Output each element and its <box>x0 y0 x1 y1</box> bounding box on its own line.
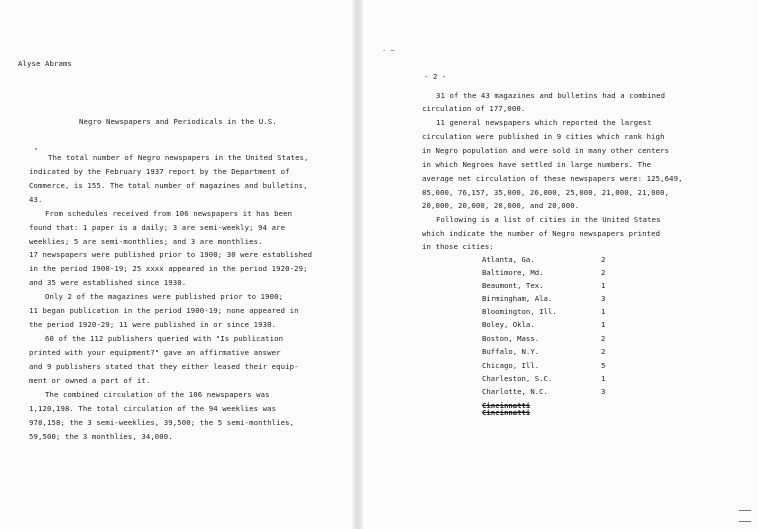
body-line: Following is a list of cities in the United States <box>436 215 661 224</box>
city-name: Buffalo, N.Y. <box>482 347 540 356</box>
city-count: 2 <box>601 347 606 356</box>
city-count: 2 <box>601 255 606 264</box>
body-line: 20,000, 20,000, 20,000, and 20,000. <box>422 201 580 210</box>
body-line: in which Negroes have settled in large numbers. The <box>422 160 652 169</box>
body-line: 11 general newspapers which reported the largest <box>436 118 652 127</box>
pencil-mark: - ~ <box>382 47 395 55</box>
handwritten-mark: " <box>34 147 39 155</box>
city-name: Chicago, Ill. <box>482 361 540 370</box>
city-count: 3 <box>601 387 606 396</box>
body-line: which indicate the number of Negro newspapers printed <box>422 229 661 238</box>
body-line: Only 2 of the magazines were published prior to 1900; <box>45 292 284 301</box>
city-count: 1 <box>601 374 606 383</box>
body-line: 60 of the 112 publishers queried with "Is publication <box>45 334 284 343</box>
body-line: the period 1920-29; 11 were published in or since 1930. <box>29 320 277 329</box>
right-page <box>363 0 759 529</box>
body-line: From schedules received from 106 newspapers it has been <box>45 209 293 218</box>
document-title: Negro Newspapers and Periodicals in the U.S. <box>79 117 277 126</box>
body-line: and 9 publishers stated that they either leased their equip- <box>29 362 299 371</box>
body-line: in the period 1900-19; 25 xxxx appeared in the period 1920-29; <box>29 264 308 273</box>
body-line: in those cities: <box>422 242 494 251</box>
body-line: circulation were published in 9 cities which rank high <box>422 132 665 141</box>
body-line: circulation of 177,000. <box>422 104 526 113</box>
city-count: 1 <box>601 320 606 329</box>
body-line: 31 of the 43 magazines and bulletins had a combined <box>436 91 666 100</box>
struck-out-line: Cincinnatti <box>482 408 531 417</box>
body-line: and 35 were established since 1930. <box>29 278 187 287</box>
city-count: 3 <box>601 294 606 303</box>
city-count: 1 <box>601 281 606 290</box>
city-name: Bloomington, Ill. <box>482 307 557 316</box>
city-name: Atlanta, Ga. <box>482 255 535 264</box>
city-count: 2 <box>601 268 606 277</box>
body-line: indicated by the February 1937 report by the Department of <box>29 167 290 176</box>
body-line: average net circulation of these newspapers were: 125,649, <box>422 174 683 183</box>
author-name: Alyse Abrams <box>18 59 72 68</box>
struck-out-line: Cincinnatti <box>482 401 531 410</box>
left-page <box>0 0 363 529</box>
scan-edge-mark <box>739 510 751 511</box>
city-name: Charleston, S.C. <box>482 374 553 383</box>
city-name: Charlotte, N.C. <box>482 387 548 396</box>
body-line: 85,000, 76,157, 35,000, 26,000, 25,000, 21,000, 21,000, <box>422 188 670 197</box>
body-line: The combined circulation of the 106 newspapers was <box>45 390 270 399</box>
body-line: ment or owned a part of it. <box>29 376 151 385</box>
body-line: 59,500; the 3 monthlies, 34,000. <box>29 432 173 441</box>
page-gutter <box>352 0 363 529</box>
city-count: 1 <box>601 307 606 316</box>
page-number: - 2 - <box>424 72 447 81</box>
city-name: Boley, Okla. <box>482 320 535 329</box>
city-name: Birmingham, Ala. <box>482 294 553 303</box>
body-line: 1,120,198. The total circulation of the 94 weeklies was <box>29 404 277 413</box>
body-line: printed with your equipment?" gave an affirmative answer <box>29 348 281 357</box>
body-line: 978,158; the 3 semi-weeklies, 39,500; the 5 semi-monthlies, <box>29 418 295 427</box>
city-count: 5 <box>601 361 606 370</box>
city-count: 2 <box>601 334 606 343</box>
body-line: in Negro population and were sold in many other centers <box>422 146 670 155</box>
city-name: Beaumont, Tex. <box>482 281 544 290</box>
scan-edge-mark <box>739 521 751 522</box>
body-line: The total number of Negro newspapers in the United States, <box>48 153 309 162</box>
city-name: Boston, Mass. <box>482 334 540 343</box>
body-line: 17 newspapers were published prior to 1900; 30 were established <box>29 250 313 259</box>
body-line: weeklies; 5 are semi-monthlies; and 3 are monthlies. <box>29 237 263 246</box>
city-name: Baltimore, Md. <box>482 268 544 277</box>
body-line: 11 began publication in the period 1900-19; none appeared in <box>29 306 299 315</box>
body-line: 43. <box>29 195 43 204</box>
body-line: Commerce, is 155. The total number of magazines and bulletins, <box>29 181 308 190</box>
body-line: found that: 1 paper is a daily; 3 are semi-weekly; 94 are <box>29 223 286 232</box>
